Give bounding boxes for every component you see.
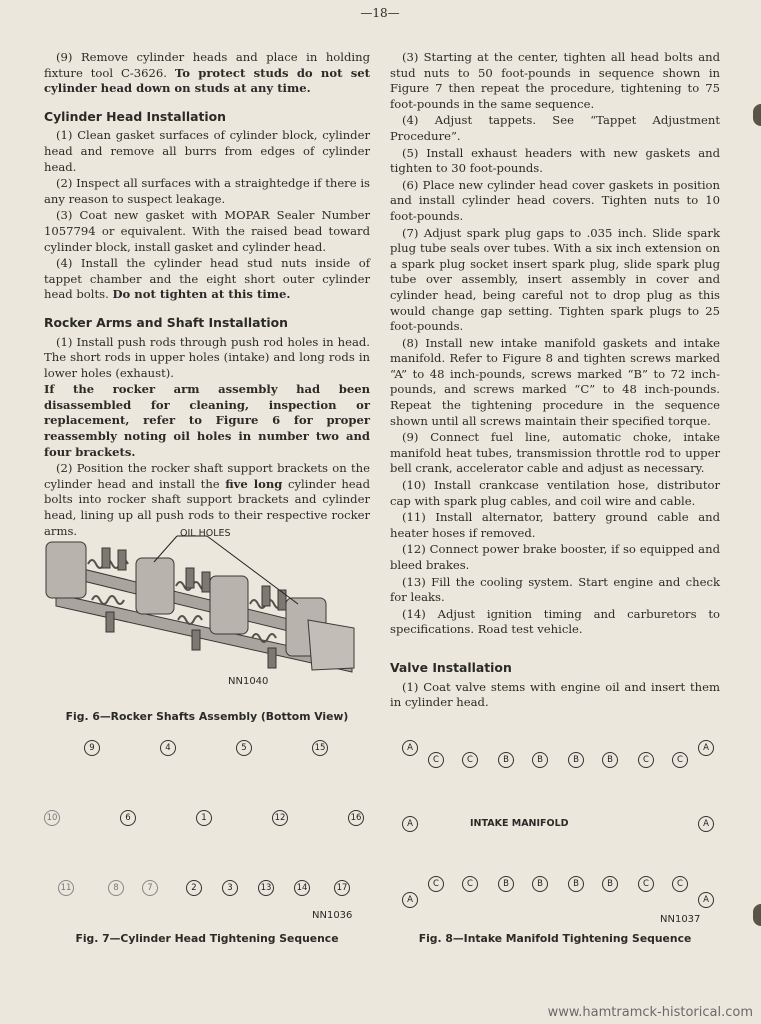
binder-hole [753, 104, 761, 126]
sequence-marker: B [602, 752, 618, 768]
text: (9) Remove cylinder heads and place in holding fixture tool C-3626. [44, 50, 370, 80]
paragraph: (1) Coat valve stems with engine oil and insert them in cylinder head. [390, 679, 720, 710]
paragraph: (12) Connect power brake booster, if so equipped and bleed brakes. [390, 542, 720, 572]
paragraph: (4) Adjust tappets. See “Tappet Adjustment Procedure”. [390, 113, 720, 143]
oil-holes-label: OIL HOLES [180, 528, 231, 539]
paragraph: (7) Adjust spark plug gaps to .035 inch. Slide spark plug tube seals over tubes. With a six inch extension on a spark plug socket insert spark plug, slide spark plug tube over assembly, insert assembly in cover and cylinder head, being careful not to drop plug as this would change gap setting. Tighten spark plugs to 25 foot-pounds. [390, 225, 720, 334]
sequence-marker: 1 [196, 810, 212, 826]
rocker-shaft-illustration [42, 520, 360, 692]
paragraph: (6) Place new cylinder head cover gaskets in position and install cylinder head covers. Tighten nuts to 10 foot-pounds. [390, 177, 720, 223]
fig7-code: NN1036 [312, 910, 353, 921]
sequence-marker: B [532, 876, 548, 892]
sequence-marker: 11 [58, 880, 74, 896]
fig8-code: NN1037 [660, 914, 701, 925]
page-number: —18— [360, 6, 400, 20]
sequence-marker: 8 [108, 880, 124, 896]
sequence-marker: 13 [258, 880, 274, 896]
section-heading-rocker-arms: Rocker Arms and Shaft Installation [44, 314, 288, 330]
sequence-marker: A [698, 816, 714, 832]
binder-hole [753, 904, 761, 926]
sequence-marker: 3 [222, 880, 238, 896]
paragraph: (3) Coat new gasket with MOPAR Sealer Number 1057794 or equivalent. With the raised bead toward cylinder block, install gasket and cylinder head. [44, 208, 370, 254]
website-watermark: www.hamtramck-historical.com [547, 1005, 753, 1020]
sequence-marker: C [672, 876, 688, 892]
text: (2) Position the rocker shaft support brackets on the cylinder head and install the [44, 461, 370, 491]
sequence-marker: 16 [348, 810, 364, 826]
sequence-marker: A [402, 740, 418, 756]
paragraph: (9) Connect fuel line, automatic choke, intake manifold heat tubes, transmission throttle rod to upper bell crank, accelerator cable and adjust as necessary. [390, 430, 720, 476]
sequence-marker: 9 [84, 740, 100, 756]
sequence-marker: 2 [186, 880, 202, 896]
right-column [390, 50, 720, 712]
paragraph: (1) Clean gasket surfaces of cylinder block, cylinder head and remove all burrs from edges of cylinder head. [44, 128, 370, 174]
sequence-marker: A [698, 892, 714, 908]
bold-paragraph: If the rocker arm assembly had been disassembled for cleaning, inspection or replacement, refer to Figure 6 for proper reassembly noting oil holes in number two and four brackets. [44, 382, 370, 459]
text: (4) Install the cylinder head stud nuts inside of tappet chamber and the eight short outer cylinder head bolts. [44, 256, 370, 302]
text: cylinder head bolts into rocker shaft support brackets and cylinder head, lining up all push rods to their respective rocker arms. [44, 476, 370, 538]
section-heading-valve: Valve Installation [390, 659, 512, 675]
fig7-caption: Fig. 7—Cylinder Head Tightening Sequence [75, 932, 339, 945]
paragraph [44, 50, 370, 97]
sequence-marker: 7 [142, 880, 158, 896]
sequence-marker: C [428, 752, 444, 768]
paragraph: (14) Adjust ignition timing and carburetors to specifications. Road test vehicle. [390, 606, 720, 637]
paragraph: (1) Install push rods through push rod holes in head. The short rods in upper holes (intake) and long rods in lower holes (exhaust). [44, 334, 370, 380]
sequence-marker: 6 [120, 810, 136, 826]
sequence-marker: A [402, 892, 418, 908]
sequence-marker: B [568, 876, 584, 892]
sequence-marker: C [462, 876, 478, 892]
paragraph: (10) Install crankcase ventilation hose, distributor cap with spark plug cables, and coil wire and cable. [390, 478, 720, 508]
warning-text: To protect studs do not set cylinder head down on studs at any time. [44, 65, 370, 96]
left-column [44, 50, 370, 540]
paragraph: (8) Install new intake manifold gaskets and intake manifold. Refer to Figure 8 and tighten screws marked “A” to 48 inch-pounds, screws marked “B” to 72 inch-pounds, and screws marked “C” to 48 inch-pounds. Repeat the tightening procedure in the sequence shown until all screws maintain their specified torque. [390, 335, 720, 428]
sequence-marker: C [672, 752, 688, 768]
sequence-marker: A [402, 816, 418, 832]
fig8-caption: Fig. 8—Intake Manifold Tightening Sequence [418, 932, 692, 945]
sequence-marker: B [568, 752, 584, 768]
sequence-marker: 12 [272, 810, 288, 826]
fig6-caption: Fig. 6—Rocker Shafts Assembly (Bottom View) [65, 710, 349, 723]
sequence-marker: 17 [334, 880, 350, 896]
sequence-marker: B [498, 752, 514, 768]
sequence-marker: 5 [236, 740, 252, 756]
bold-text: five long [225, 476, 283, 491]
sequence-marker: A [698, 740, 714, 756]
sequence-marker: C [428, 876, 444, 892]
sequence-marker: 14 [294, 880, 310, 896]
sequence-marker: C [638, 752, 654, 768]
fig6-code: NN1040 [228, 676, 269, 687]
sequence-marker: C [638, 876, 654, 892]
paragraph: (13) Fill the cooling system. Start engine and check for leaks. [390, 574, 720, 605]
paragraph: (5) Install exhaust headers with new gaskets and tighten to 30 foot-pounds. [390, 145, 720, 176]
paragraph [44, 256, 370, 303]
paragraph: (3) Starting at the center, tighten all head bolts and stud nuts to 50 foot-pounds in sequence shown in Figure 7 then repeat the procedure, tightening to 75 foot-pounds in the same sequence. [390, 50, 720, 111]
paragraph: (2) Inspect all surfaces with a straightedge if there is any reason to suspect leakage. [44, 176, 370, 206]
section-heading-cylinder-head: Cylinder Head Installation [44, 108, 226, 124]
sequence-marker: 4 [160, 740, 176, 756]
sequence-marker: B [498, 876, 514, 892]
paragraph: (11) Install alternator, battery ground cable and heater hoses if removed. [390, 510, 720, 540]
warning-text: Do not tighten at this time. [112, 287, 291, 302]
sequence-marker: B [532, 752, 548, 768]
sequence-marker: B [602, 876, 618, 892]
sequence-marker: C [462, 752, 478, 768]
sequence-marker: 10 [44, 810, 60, 826]
sequence-marker: 15 [312, 740, 328, 756]
intake-manifold-label: INTAKE MANIFOLD [470, 818, 569, 829]
